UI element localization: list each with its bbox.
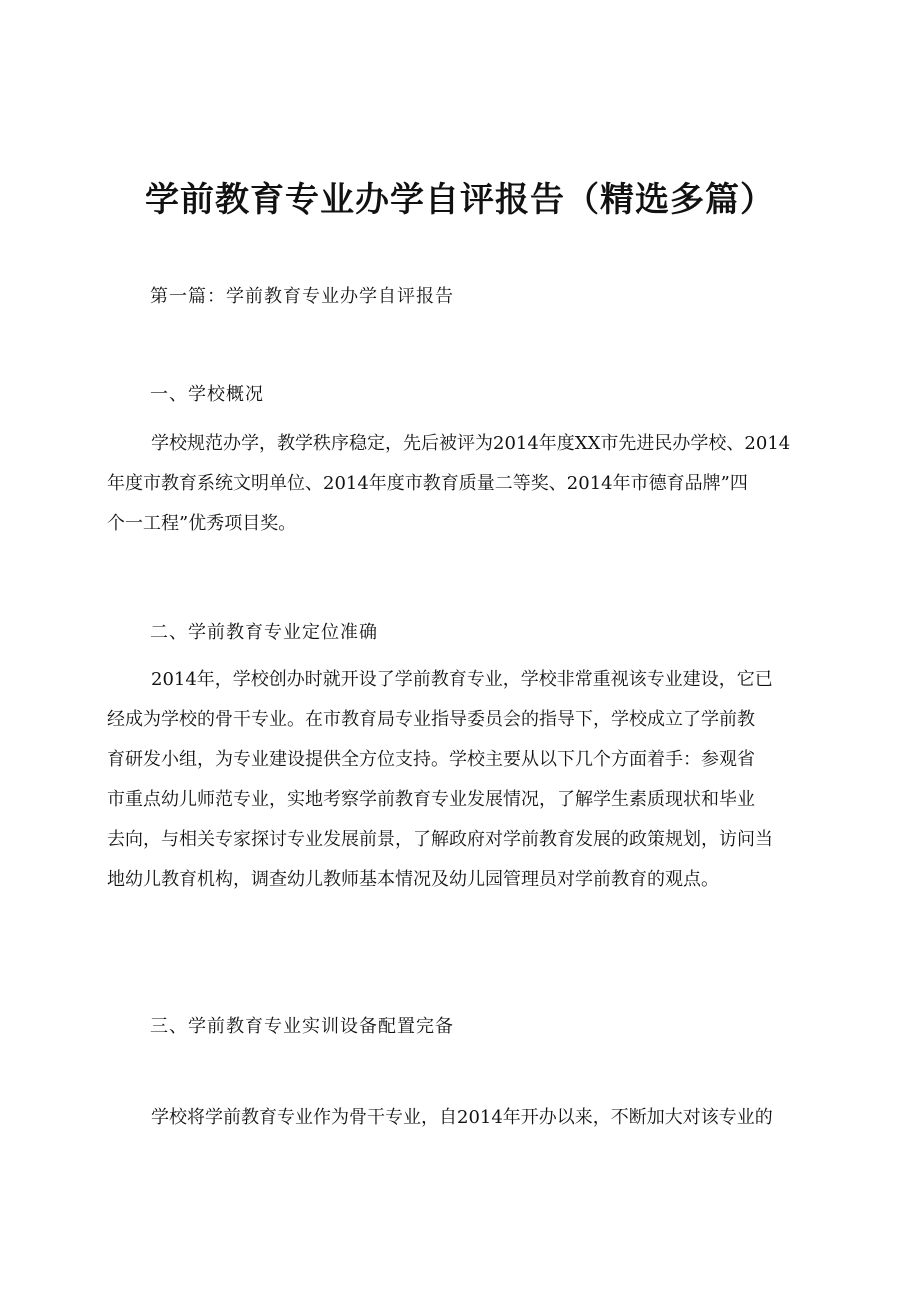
document-title: 学前教育专业办学自评报告（精选多篇） — [145, 180, 775, 220]
paragraph-line: 去向，与相关专家探讨专业发展前景，了解政府对学前教育发展的政策规划，访问当 — [107, 829, 773, 850]
section-heading-1: 一、学校概况 — [150, 384, 264, 405]
section-paragraph-1 — [107, 424, 823, 544]
paragraph-line: 学校将学前教育专业作为骨干专业，自2014年开办以来，不断加大对该专业的 — [151, 1107, 773, 1128]
paragraph-line: 年度市教育系统文明单位、2014年度市教育质量二等奖、2014年市德育品牌”四 — [107, 473, 748, 494]
section-heading-3: 三、学前教育专业实训设备配置完备 — [150, 1016, 454, 1037]
paragraph-line: 市重点幼儿师范专业，实地考察学前教育专业发展情况，了解学生素质现状和毕业 — [107, 789, 755, 810]
section-heading-2: 二、学前教育专业定位准确 — [150, 622, 378, 643]
document-subtitle: 第一篇：学前教育专业办学自评报告 — [150, 286, 454, 307]
paragraph-line: 2014年，学校创办时就开设了学前教育专业，学校非常重视该专业建设，它已 — [151, 669, 773, 690]
section-paragraph-2 — [107, 660, 823, 900]
section-paragraph-3 — [107, 1098, 823, 1138]
paragraph-line: 个一工程”优秀项目奖。 — [107, 513, 297, 534]
paragraph-line: 经成为学校的骨干专业。在市教育局专业指导委员会的指导下，学校成立了学前教 — [107, 709, 755, 730]
paragraph-line: 学校规范办学，教学秩序稳定，先后被评为2014年度XX市先进民办学校、2014 — [151, 433, 791, 454]
paragraph-line: 地幼儿教育机构，调查幼儿教师基本情况及幼儿园管理员对学前教育的观点。 — [107, 869, 719, 890]
paragraph-line: 育研发小组，为专业建设提供全方位支持。学校主要从以下几个方面着手：参观省 — [107, 749, 755, 770]
